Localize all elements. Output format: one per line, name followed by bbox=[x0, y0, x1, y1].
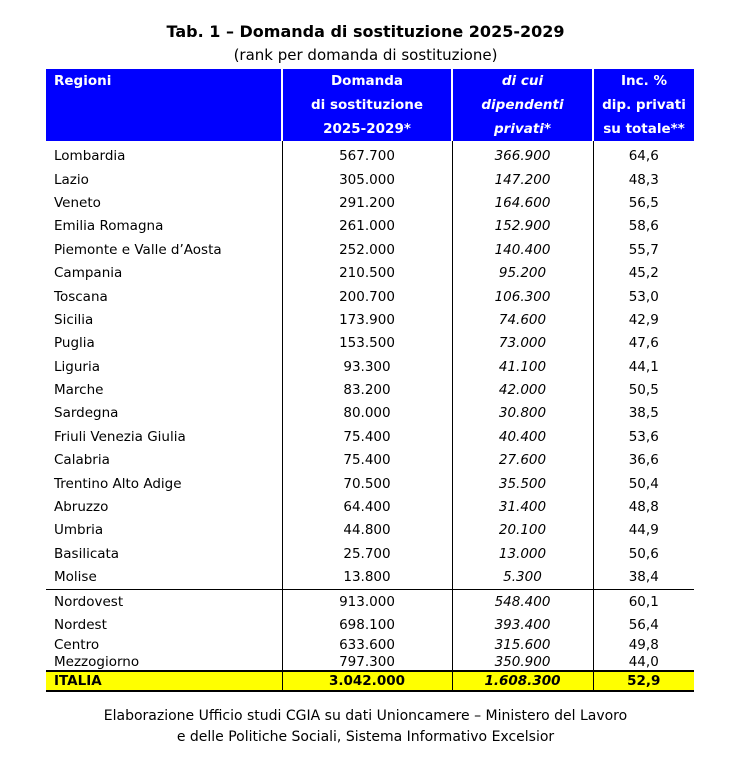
incidence-cell: 64,6 bbox=[593, 141, 694, 168]
region-name-cell: Emilia Romagna bbox=[54, 218, 164, 235]
incidence-cell: 38,5 bbox=[593, 402, 694, 425]
private-employees-cell: 95.200 bbox=[452, 262, 593, 285]
region-row bbox=[46, 168, 694, 191]
demand-cell: 252.000 bbox=[282, 239, 452, 262]
demand-cell: 200.700 bbox=[282, 285, 452, 308]
private-employees-cell: 366.900 bbox=[452, 141, 593, 168]
header-row bbox=[46, 69, 694, 141]
incidence-cell: 42,9 bbox=[593, 309, 694, 332]
region-row bbox=[46, 496, 694, 519]
private-employees-cell: 548.400 bbox=[452, 590, 593, 614]
demand-cell: 80.000 bbox=[282, 402, 452, 425]
region-name-cell: Sardegna bbox=[54, 405, 119, 422]
private-employees-cell: 393.400 bbox=[452, 614, 593, 637]
private-employees-cell: 73.000 bbox=[452, 332, 593, 355]
demand-cell: 567.700 bbox=[282, 141, 452, 168]
region-name-cell: Basilicata bbox=[54, 545, 120, 562]
region-row bbox=[46, 543, 694, 566]
private-employees-cell: 164.600 bbox=[452, 192, 593, 215]
region-name-cell: Umbria bbox=[54, 522, 104, 539]
region-row bbox=[46, 215, 694, 238]
incidence-cell: 48,8 bbox=[593, 496, 694, 519]
source-line-2: e delle Politiche Sociali, Sistema Informativo Excelsior bbox=[176, 729, 555, 745]
demand-cell: 70.500 bbox=[282, 472, 452, 495]
incidence-cell: 50,6 bbox=[593, 543, 694, 566]
header-incidence: Inc. % dip. privati su totale** bbox=[593, 69, 694, 141]
region-row bbox=[46, 239, 694, 262]
private-employees-cell: 30.800 bbox=[452, 402, 593, 425]
region-name-cell: Nordovest bbox=[46, 590, 282, 614]
region-name-cell: Veneto bbox=[54, 194, 101, 211]
macro-area-row bbox=[46, 637, 694, 654]
region-name-cell: Centro bbox=[54, 637, 100, 654]
region-row bbox=[46, 309, 694, 332]
incidence-cell: 50,5 bbox=[593, 379, 694, 402]
demand-cell: 291.200 bbox=[282, 192, 452, 215]
private-employees-cell: 42.000 bbox=[452, 379, 593, 402]
incidence-cell: 47,6 bbox=[593, 332, 694, 355]
region-row bbox=[46, 472, 694, 495]
incidence-cell: 50,4 bbox=[593, 472, 694, 495]
private-employees-cell: 5.300 bbox=[452, 566, 593, 590]
demand-cell: 305.000 bbox=[282, 168, 452, 191]
private-employees-cell: 140.400 bbox=[452, 239, 593, 262]
region-name-cell: Sicilia bbox=[54, 311, 94, 328]
private-employees-cell: 27.600 bbox=[452, 449, 593, 472]
demand-cell: 261.000 bbox=[282, 215, 452, 238]
region-row bbox=[46, 426, 694, 449]
private-employees-cell: 74.600 bbox=[452, 309, 593, 332]
demand-cell: 13.800 bbox=[282, 566, 452, 590]
demand-cell: 698.100 bbox=[282, 614, 452, 637]
header-demand: Domanda di sostituzione 2025-2029* bbox=[282, 69, 452, 141]
demand-cell: 75.400 bbox=[282, 449, 452, 472]
replacement-demand-table bbox=[46, 69, 694, 692]
total-row bbox=[46, 671, 694, 691]
private-employees-cell: 20.100 bbox=[452, 519, 593, 542]
macro-areas-body bbox=[46, 590, 694, 671]
incidence-cell: 53,6 bbox=[593, 426, 694, 449]
total-label-cell: ITALIA bbox=[46, 671, 282, 691]
demand-cell: 44.800 bbox=[282, 519, 452, 542]
incidence-cell: 58,6 bbox=[593, 215, 694, 238]
demand-cell: 173.900 bbox=[282, 309, 452, 332]
region-row bbox=[46, 356, 694, 379]
demand-cell: 633.600 bbox=[282, 637, 452, 654]
demand-cell: 64.400 bbox=[282, 496, 452, 519]
region-name-cell: Piemonte e Valle d’Aosta bbox=[54, 241, 222, 258]
region-name-cell: Friuli Venezia Giulia bbox=[54, 428, 186, 445]
private-employees-cell: 147.200 bbox=[452, 168, 593, 191]
table-subtitle: (rank per domanda di sostituzione) bbox=[233, 46, 498, 64]
private-employees-cell: 35.500 bbox=[452, 472, 593, 495]
private-employees-cell: 315.600 bbox=[452, 637, 593, 654]
region-name-cell: Abruzzo bbox=[54, 499, 109, 516]
region-name-cell: Lazio bbox=[54, 171, 89, 188]
region-name-cell: Liguria bbox=[54, 358, 100, 375]
private-employees-cell: 350.900 bbox=[452, 654, 593, 671]
region-name-cell: Trentino Alto Adige bbox=[54, 475, 182, 492]
region-name-cell: Toscana bbox=[54, 288, 108, 305]
total-private-employees-cell: 1.608.300 bbox=[452, 671, 593, 691]
region-name-cell: Nordest bbox=[54, 617, 107, 633]
incidence-cell: 56,5 bbox=[593, 192, 694, 215]
incidence-cell: 55,7 bbox=[593, 239, 694, 262]
region-name-cell: Puglia bbox=[54, 335, 95, 352]
region-row bbox=[46, 566, 694, 590]
private-employees-cell: 152.900 bbox=[452, 215, 593, 238]
macro-area-row bbox=[46, 614, 694, 637]
table-title: Tab. 1 – Domanda di sostituzione 2025-2029 bbox=[166, 22, 565, 41]
demand-cell: 83.200 bbox=[282, 379, 452, 402]
total-incidence-cell: 52,9 bbox=[593, 671, 694, 691]
region-row bbox=[46, 262, 694, 285]
region-row bbox=[46, 141, 694, 168]
private-employees-cell: 31.400 bbox=[452, 496, 593, 519]
incidence-cell: 45,2 bbox=[593, 262, 694, 285]
region-name-cell: Lombardia bbox=[54, 148, 126, 165]
source-note bbox=[0, 706, 731, 748]
private-employees-cell: 41.100 bbox=[452, 356, 593, 379]
demand-cell: 913.000 bbox=[282, 590, 452, 614]
total-demand-cell: 3.042.000 bbox=[282, 671, 452, 691]
incidence-cell: 56,4 bbox=[593, 614, 694, 637]
region-row bbox=[46, 332, 694, 355]
macro-area-row bbox=[46, 590, 694, 614]
region-name-cell: Campania bbox=[54, 265, 123, 282]
incidence-cell: 38,4 bbox=[593, 566, 694, 590]
demand-cell: 25.700 bbox=[282, 543, 452, 566]
region-row bbox=[46, 379, 694, 402]
region-row bbox=[46, 402, 694, 425]
incidence-cell: 36,6 bbox=[593, 449, 694, 472]
private-employees-cell: 40.400 bbox=[452, 426, 593, 449]
total-body bbox=[46, 671, 694, 691]
source-line-1: Elaborazione Ufficio studi CGIA su dati Unioncamere – Ministero del Lavoro bbox=[103, 708, 628, 724]
region-name-cell: Mezzogiorno bbox=[54, 654, 140, 671]
header-private-employees: di cui dipendenti privati* bbox=[452, 69, 593, 141]
regions-body bbox=[46, 141, 694, 590]
demand-cell: 75.400 bbox=[282, 426, 452, 449]
demand-cell: 153.500 bbox=[282, 332, 452, 355]
region-row bbox=[46, 285, 694, 308]
incidence-cell: 60,1 bbox=[593, 590, 694, 614]
incidence-cell: 44,0 bbox=[593, 654, 694, 671]
incidence-cell: 44,9 bbox=[593, 519, 694, 542]
private-employees-cell: 13.000 bbox=[452, 543, 593, 566]
demand-cell: 210.500 bbox=[282, 262, 452, 285]
region-name-cell: Molise bbox=[54, 569, 97, 586]
demand-cell: 797.300 bbox=[282, 654, 452, 671]
demand-cell: 93.300 bbox=[282, 356, 452, 379]
region-name-cell: Marche bbox=[54, 382, 104, 399]
incidence-cell: 53,0 bbox=[593, 285, 694, 308]
incidence-cell: 49,8 bbox=[593, 637, 694, 654]
region-row bbox=[46, 192, 694, 215]
private-employees-cell: 106.300 bbox=[452, 285, 593, 308]
region-name-cell: Calabria bbox=[54, 452, 110, 469]
region-row bbox=[46, 519, 694, 542]
incidence-cell: 48,3 bbox=[593, 168, 694, 191]
macro-area-row bbox=[46, 654, 694, 671]
header-regions: Regioni bbox=[46, 69, 282, 141]
incidence-cell: 44,1 bbox=[593, 356, 694, 379]
region-row bbox=[46, 449, 694, 472]
